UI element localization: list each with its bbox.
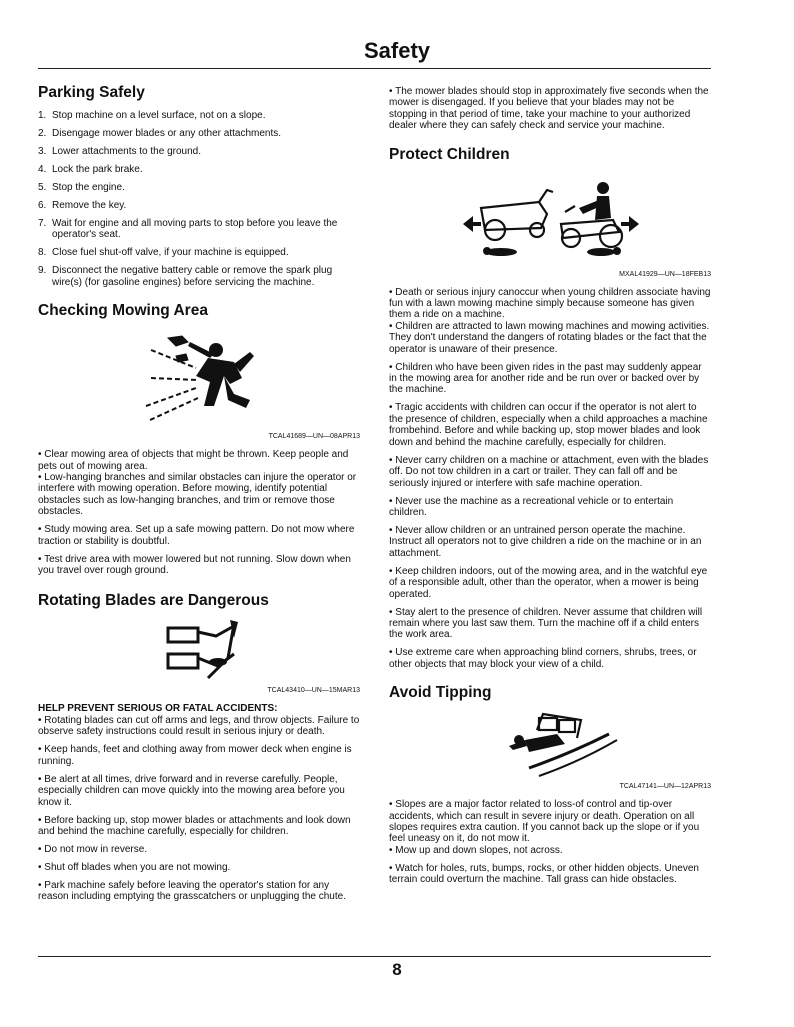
parking-steps <box>38 110 360 288</box>
children-paragraph: • Tragic accidents with children can occur if the operator is not alert to the presence of children, especially when a child approaches a machine frombehind. Before and while backing up, stop mower blades and look down and behind the machine carefully, especially for children. <box>389 402 708 448</box>
children-paragraph: • Never allow children or an untrained person operate the machine. Instruct all operators not to give children a ride on the machine or in an attachment. <box>389 524 702 559</box>
tipping-heading: Avoid Tipping <box>389 684 492 702</box>
list-item: 8. Close fuel shut-off valve, if your machine is equipped. <box>38 247 289 259</box>
list-item: 2. Disengage mower blades or any other attachments. <box>38 128 282 139</box>
tipping-figure <box>389 710 711 782</box>
right-column <box>389 86 711 892</box>
blades-heading: Rotating Blades are Dangerous <box>38 592 269 610</box>
thrown-objects-icon <box>38 328 360 432</box>
mowing-paragraph: • Clear mowing area of objects that might be thrown. Keep people and pets out of mowing area. • Low-hanging branches and similar obstacles can injure the operator or interfere with mowing operation. Before mowing, identify potential obstacles such as low-hanging branches, and trim or remove those obstacles. <box>38 449 357 518</box>
list-item: 7. Wait for engine and all moving parts to stop before you leave the operator's seat. <box>38 218 338 241</box>
tipping-paragraph: • Slopes are a major factor related to loss-of control and tip-over accidents, which can result in severe injury or death. Operation on all slopes requires extra caution. If you cannot back up the slope or if you feel uneasy on it, do not mow it. • Mow up and down slopes, not across. <box>389 799 700 856</box>
list-item: 5. Stop the engine. <box>38 182 125 193</box>
children-paragraph: • Death or serious injury canoccur when young children associate having fun with a lawn mowing machine simply because someone has given them a ride on a machine. • Children are attracted to lawn mowing machines and mowing activities. They don't understand the dangers of rotating blades or the fact that the operator is unaware of their presence. <box>389 286 711 355</box>
blade-stop-paragraph: • The mower blades should stop in approximately five seconds when the mower is disengaged. If you believe that your blades may not be stopping in that period of time, take your machine to your authorized dealer where they can safely check and service your machine. <box>389 86 709 132</box>
page-number: 8 <box>392 960 402 979</box>
blades-subhead: HELP PREVENT SERIOUS OR FATAL ACCIDENTS: <box>38 703 278 715</box>
blades-paragraph: • Park machine safely before leaving the operator's station for any reason including emptying the grasscatchers or unplugging the chute. <box>38 879 346 903</box>
children-paragraph: • Stay alert to the presence of children. Never assume that children will remain where you last saw them. Turn the machine off if a child enters the work area. <box>389 606 703 641</box>
header-rule <box>38 68 711 69</box>
children-figure <box>389 172 711 270</box>
figure-caption: TCAL41689—UN—08APR13 <box>268 433 360 441</box>
children-heading: Protect Children <box>389 145 510 163</box>
figure-caption: TCAL43410—UN—15MAR13 <box>267 687 360 695</box>
mowing-paragraph: • Study mowing area. Set up a safe mowing pattern. Do not mow where traction or stability is doubtful. <box>38 524 355 547</box>
list-item: 4. Lock the park brake. <box>38 164 143 175</box>
children-paragraph: • Keep children indoors, out of the mowing area, and in the watchful eye of a responsible adult, other than the operator, when a mower is being operated. <box>389 565 708 600</box>
blades-paragraph: • Keep hands, feet and clothing away from mower deck when engine is running. <box>38 744 352 767</box>
list-item: 9. Disconnect the negative battery cable or remove the spark plug wire(s) (for gasoline engines) before servicing the machine. <box>38 265 333 288</box>
footer-rule <box>38 956 711 957</box>
children-paragraph: • Never carry children on a machine or attachment, even with the blades off. Do not tow children in a cart or trailer. They can fall off and be seriously injured or interfere with safe machine operation. <box>389 454 709 489</box>
blades-paragraph: • Do not mow in reverse. <box>38 843 148 855</box>
left-column <box>38 84 360 909</box>
children-paragraph: • Use extreme care when approaching blind corners, shrubs, trees, or other objects that may block your view of a child. <box>389 647 697 670</box>
list-item: 3. Lower attachments to the ground. <box>38 146 201 157</box>
tipping-paragraph: • Watch for holes, ruts, bumps, rocks, or other hidden objects. Uneven terrain could overturn the machine. Tall grass can hide obstacles. <box>389 862 699 886</box>
thrown-objects-figure <box>38 328 360 432</box>
blades-paragraph: • Rotating blades can cut off arms and legs, and throw objects. Failure to observe safety instructions could result in serious injury or death. <box>38 714 360 738</box>
blade-hazard-figure <box>38 618 360 686</box>
list-item: 6. Remove the key. <box>38 200 127 211</box>
mowing-paragraph: • Test drive area with mower lowered but not running. Slow down when you travel over rough ground. <box>38 553 351 577</box>
blades-paragraph: • Shut off blades when you are not mowing. <box>38 861 231 873</box>
children-paragraph: • Children who have been given rides in the past may suddenly appear in the mowing area for another ride and be run over or backed over by the machine. <box>389 361 702 396</box>
blade-hazard-icon <box>38 618 360 686</box>
figure-caption: TCAL47141—UN—12APR13 <box>619 783 711 791</box>
parking-heading: Parking Safely <box>38 84 145 101</box>
mowing-area-heading: Checking Mowing Area <box>38 302 208 320</box>
tipping-mower-icon <box>389 710 711 782</box>
children-paragraph: • Never use the machine as a recreational vehicle or to entertain children. <box>389 495 674 518</box>
child-near-mower-icon <box>389 172 711 270</box>
figure-caption: MXAL41929—UN—18FEB13 <box>619 270 711 278</box>
blades-paragraph: • Before backing up, stop mower blades or attachments and look down and behind the machine carefully, especially for children. <box>38 814 351 837</box>
list-item: 1. Stop machine on a level surface, not on a slope. <box>38 110 266 121</box>
page-title: Safety <box>363 38 431 63</box>
blades-paragraph: • Be alert at all times, drive forward and in reverse carefully. People, especially children can move quickly into the mowing area before you know it. <box>38 773 345 808</box>
